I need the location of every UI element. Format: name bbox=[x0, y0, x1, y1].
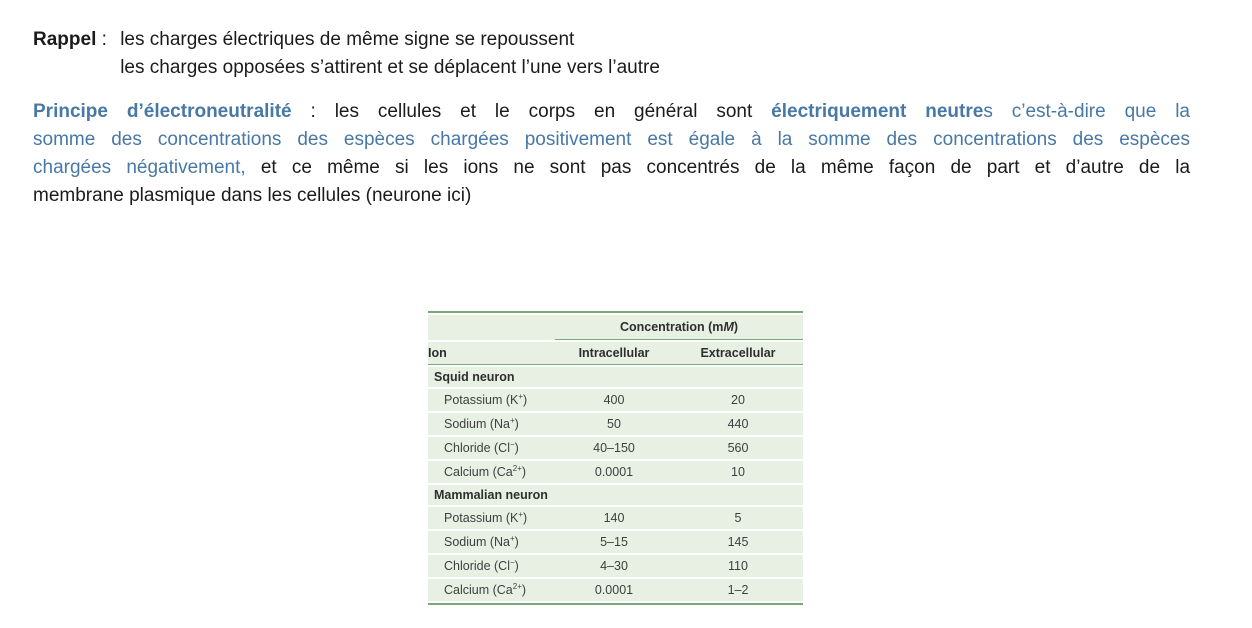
table-row bbox=[428, 437, 803, 459]
ion-cell: Calcium $(Ca^{2+})$ bbox=[428, 579, 555, 601]
principe-text-black: les cellules et le corps en général sont bbox=[334, 101, 772, 122]
intracellular-value: 0.0001 bbox=[555, 461, 673, 483]
table-row bbox=[428, 461, 803, 483]
ion-cell: Chloride (Cl−) bbox=[428, 555, 555, 577]
table-row bbox=[428, 507, 803, 529]
group-header-row bbox=[428, 315, 803, 340]
principe-title: Principe d’électroneutralité bbox=[33, 101, 292, 122]
table-row bbox=[428, 579, 803, 601]
column-header-ion: Ion bbox=[428, 342, 555, 365]
column-header-intracellular: Intracellular bbox=[555, 342, 673, 365]
principe-highlight-suffix: s bbox=[983, 101, 993, 122]
ion-cell: Calcium $(Ca^{2+})$ bbox=[428, 461, 555, 483]
extracellular-value: 560 bbox=[673, 437, 803, 459]
ion-concentration-table bbox=[428, 311, 803, 605]
principe-text-blue: c’est-à-dire que la bbox=[992, 101, 1191, 122]
column-header-extracellular: Extracellular bbox=[673, 342, 803, 365]
section-header-mammalian: Mammalian neuron bbox=[428, 485, 803, 505]
extracellular-value: 20 bbox=[673, 389, 803, 411]
principe-highlight-bold: électriquement neutre bbox=[771, 101, 984, 122]
principe-text-blue: chargées négativement, bbox=[33, 157, 246, 178]
section-header-squid: Squid neuron bbox=[428, 367, 803, 387]
extracellular-value: 5 bbox=[673, 507, 803, 529]
intracellular-value: 140 bbox=[555, 507, 673, 529]
ion-cell: Potassium (K+) bbox=[428, 507, 555, 529]
ion-cell: Potassium (K+) bbox=[428, 389, 555, 411]
intracellular-value: 0.0001 bbox=[555, 579, 673, 601]
extracellular-value: 110 bbox=[673, 555, 803, 577]
extracellular-value: 1–2 bbox=[673, 579, 803, 601]
table-row bbox=[428, 555, 803, 577]
principe-paragraph bbox=[33, 98, 1190, 210]
intracellular-value: 5–15 bbox=[555, 531, 673, 553]
group-header-spacer bbox=[428, 315, 555, 340]
table-row bbox=[428, 389, 803, 411]
intracellular-value: 50 bbox=[555, 413, 673, 435]
extracellular-value: 440 bbox=[673, 413, 803, 435]
rappel-separator: : bbox=[96, 29, 113, 50]
extracellular-value: 145 bbox=[673, 531, 803, 553]
principe-text-black: et ce même si les ions ne sont pas concentrés de la même façon de part et d’autre de la bbox=[245, 157, 1191, 178]
column-header-row bbox=[428, 342, 803, 365]
table-row bbox=[428, 531, 803, 553]
principe-line-3 bbox=[33, 154, 1190, 182]
rappel-label: Rappel bbox=[33, 29, 97, 50]
intracellular-value: 40–150 bbox=[555, 437, 673, 459]
rappel-label-group bbox=[33, 26, 112, 82]
intracellular-value: 400 bbox=[555, 389, 673, 411]
principe-separator: : bbox=[291, 101, 335, 122]
principe-line-2: somme des concentrations des espèces chargées positivement est égale à la somme des concentrations des espèces bbox=[33, 129, 1190, 150]
principe-line-1 bbox=[33, 98, 1190, 126]
table-row bbox=[428, 413, 803, 435]
rappel-lines bbox=[120, 26, 660, 82]
ion-cell: Chloride (Cl−) bbox=[428, 437, 555, 459]
principe-line-4: membrane plasmique dans les cellules (neurone ici) bbox=[33, 185, 472, 206]
ion-cell: Sodium (Na+) bbox=[428, 413, 555, 435]
rappel-line: les charges électriques de même signe se repoussent bbox=[120, 29, 575, 50]
ion-cell: Sodium (Na+) bbox=[428, 531, 555, 553]
intracellular-value: 4–30 bbox=[555, 555, 673, 577]
rappel-line: les charges opposées s’attirent et se déplacent l’une vers l’autre bbox=[120, 57, 660, 78]
table-group-header: Concentration (mM) bbox=[555, 315, 803, 340]
rappel-block bbox=[33, 26, 660, 82]
extracellular-value: 10 bbox=[673, 461, 803, 483]
